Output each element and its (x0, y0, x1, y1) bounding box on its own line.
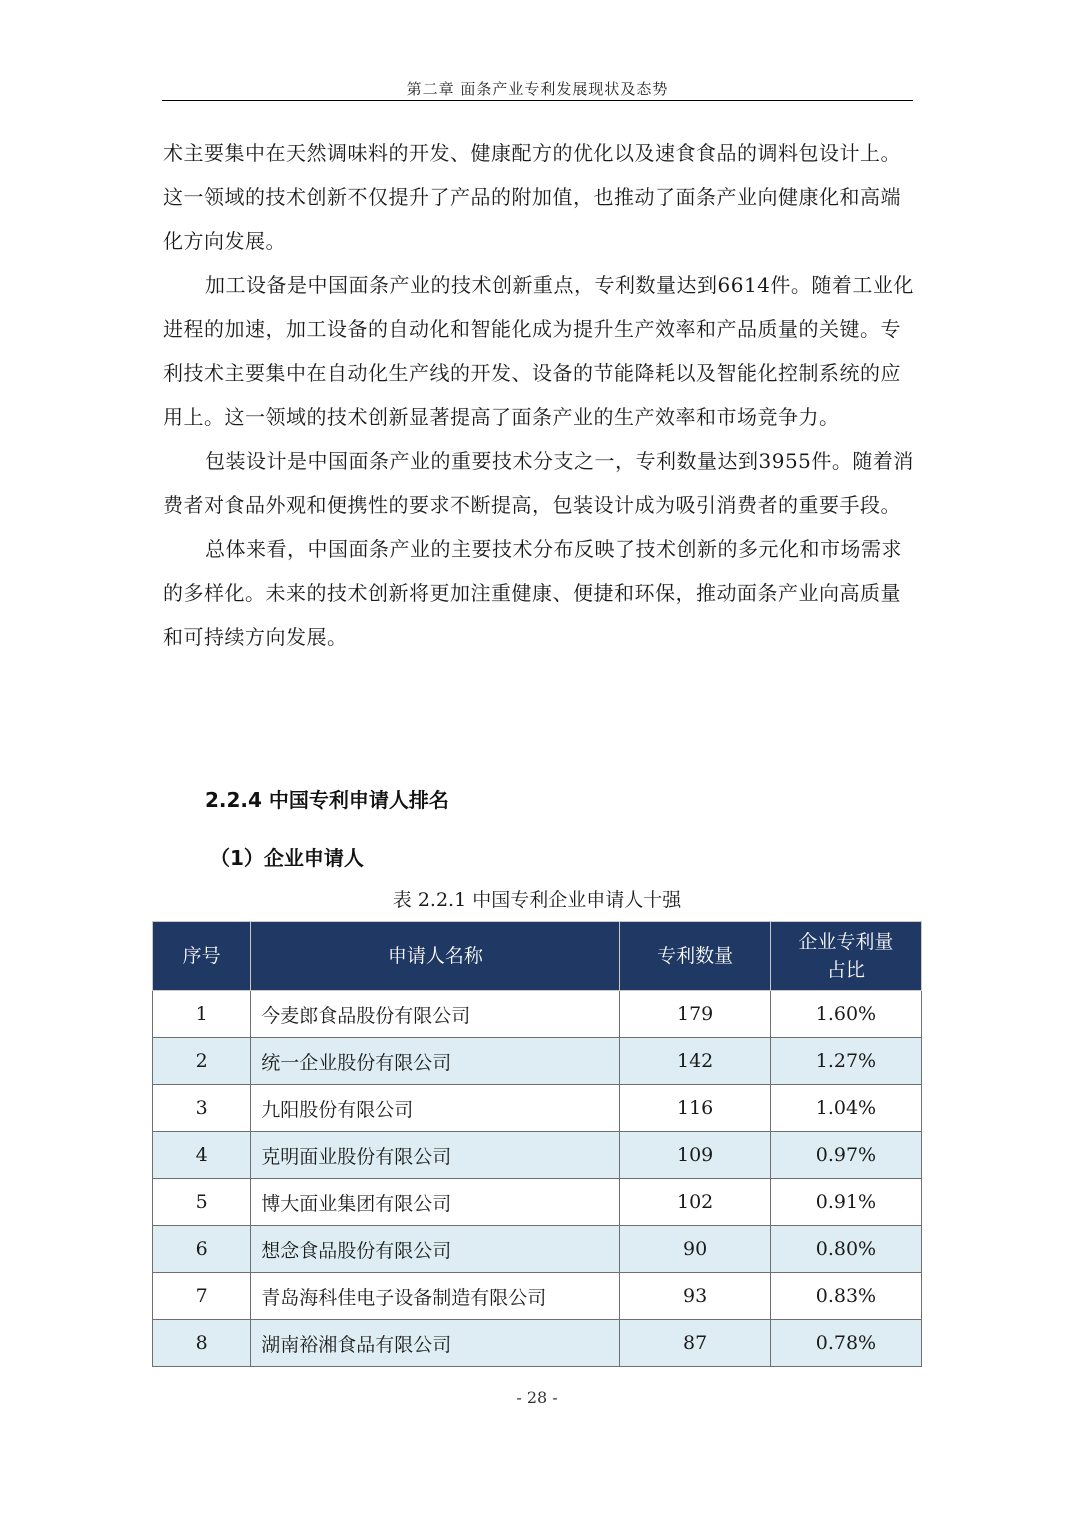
header-patent-count: 专利数量 (620, 922, 770, 991)
cell-patent-share: 0.97% (770, 1132, 921, 1179)
cell-patent-share: 0.78% (770, 1320, 921, 1367)
table-row (153, 1320, 922, 1367)
header-patent-share (770, 922, 921, 991)
cell-index: 6 (153, 1226, 251, 1273)
paragraph-2: 加工设备是中国面条产业的技术创新重点，专利数量达到6614件。随着工业化进程的加速，加工设备的自动化和智能化成为提升生产效率和产品质量的关键。专利技术主要集中在自动化生产线的开发、设备的节能降耗以及智能化控制系统的应用上。这一领域的技术创新显著提高了面条产业的生产效率和市场竞争力。 (163, 273, 914, 429)
cell-applicant-name: 今麦郎食品股份有限公司 (251, 991, 620, 1038)
paragraph-4: 总体来看，中国面条产业的主要技术分布反映了技术创新的多元化和市场需求的多样化。未来的技术创新将更加注重健康、便捷和环保，推动面条产业向高质量和可持续方向发展。 (163, 537, 902, 649)
cell-index: 8 (153, 1320, 251, 1367)
cell-patent-share: 0.91% (770, 1179, 921, 1226)
subsection-heading: （1）企业申请人 (210, 846, 364, 870)
cell-applicant-name: 博大面业集团有限公司 (251, 1179, 620, 1226)
table-row (153, 1226, 922, 1273)
table-row (153, 1085, 922, 1132)
cell-patent-count: 179 (620, 991, 770, 1038)
paragraph-3: 包装设计是中国面条产业的重要技术分支之一，专利数量达到3955件。随着消费者对食品外观和便携性的要求不断提高，包装设计成为吸引消费者的重要手段。 (163, 449, 914, 517)
page-number: - 28 - (516, 1388, 558, 1407)
cell-patent-share: 1.04% (770, 1085, 921, 1132)
cell-index: 2 (153, 1038, 251, 1085)
cell-index: 7 (153, 1273, 251, 1320)
header-index: 序号 (153, 922, 251, 991)
table-row (153, 1038, 922, 1085)
cell-applicant-name: 九阳股份有限公司 (251, 1085, 620, 1132)
cell-patent-share: 1.27% (770, 1038, 921, 1085)
cell-applicant-name: 统一企业股份有限公司 (251, 1038, 620, 1085)
table-header-row (153, 922, 922, 991)
cell-index: 5 (153, 1179, 251, 1226)
cell-applicant-name: 想念食品股份有限公司 (251, 1226, 620, 1273)
cell-index: 1 (153, 991, 251, 1038)
table-row (153, 1179, 922, 1226)
cell-patent-count: 102 (620, 1179, 770, 1226)
section-heading: 2.2.4 中国专利申请人排名 (205, 788, 449, 812)
header-patent-share-label: 企业专利量占比 (798, 931, 894, 981)
cell-applicant-name: 青岛海科佳电子设备制造有限公司 (251, 1273, 620, 1320)
cell-patent-share: 0.83% (770, 1273, 921, 1320)
cell-patent-count: 87 (620, 1320, 770, 1367)
body-text (163, 131, 915, 659)
table-row (153, 1132, 922, 1179)
table-row (153, 991, 922, 1038)
applicant-ranking-table (152, 921, 922, 1367)
cell-patent-count: 116 (620, 1085, 770, 1132)
running-header: 第二章 面条产业专利发展现状及态势 (406, 80, 669, 98)
cell-patent-share: 1.60% (770, 991, 921, 1038)
cell-patent-share: 0.80% (770, 1226, 921, 1273)
cell-patent-count: 142 (620, 1038, 770, 1085)
table-row (153, 1273, 922, 1320)
cell-applicant-name: 克明面业股份有限公司 (251, 1132, 620, 1179)
cell-applicant-name: 湖南裕湘食品有限公司 (251, 1320, 620, 1367)
cell-patent-count: 109 (620, 1132, 770, 1179)
cell-index: 4 (153, 1132, 251, 1179)
paragraph-1: 术主要集中在天然调味料的开发、健康配方的优化以及速食食品的调料包设计上。这一领域的技术创新不仅提升了产品的附加值，也推动了面条产业向健康化和高端化方向发展。 (163, 141, 901, 253)
header-divider (162, 100, 913, 101)
cell-patent-count: 93 (620, 1273, 770, 1320)
cell-index: 3 (153, 1085, 251, 1132)
header-applicant-name: 申请人名称 (251, 922, 620, 991)
cell-patent-count: 90 (620, 1226, 770, 1273)
table-caption: 表 2.2.1 中国专利企业申请人十强 (392, 889, 682, 911)
